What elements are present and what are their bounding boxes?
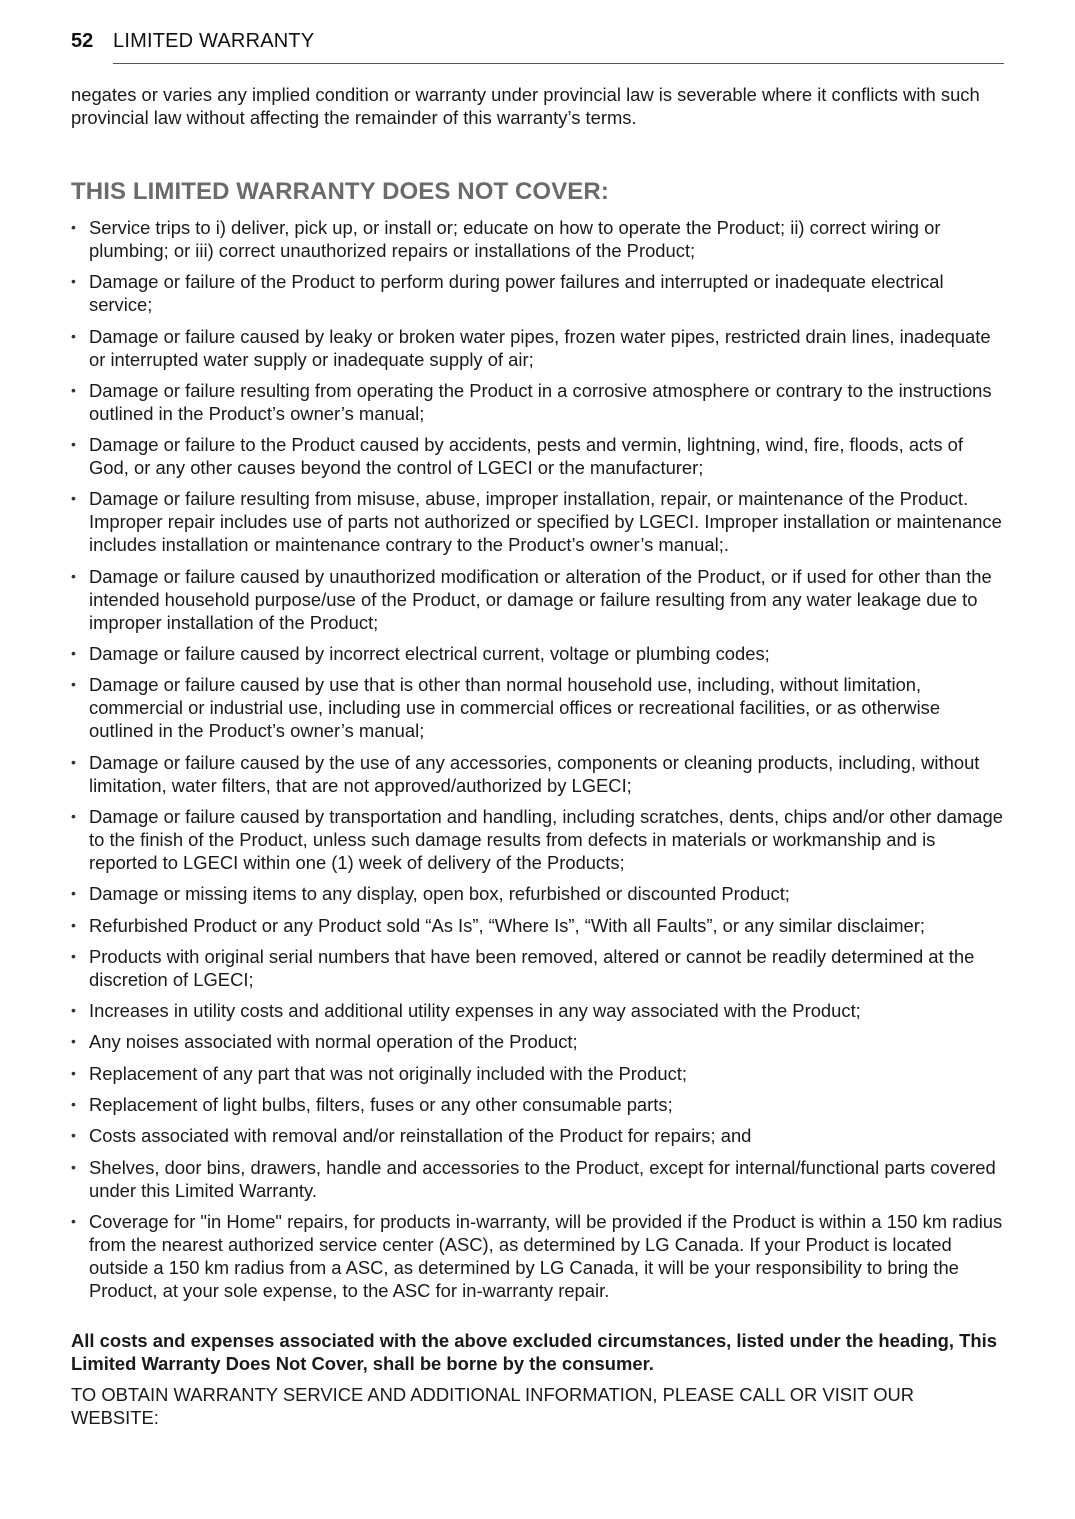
list-item bbox=[71, 325, 1004, 371]
intro-paragraph: negates or varies any implied condition or warranty under provincial law is severable where it conflicts with such provincial law without affecting the remainder of this warranty’s terms. bbox=[71, 84, 980, 128]
list-item-text: Replacement of any part that was not originally included with the Product; bbox=[89, 1062, 688, 1084]
list-item bbox=[71, 1210, 1004, 1302]
bullet-icon: • bbox=[71, 273, 76, 290]
list-item bbox=[71, 1030, 1004, 1053]
list-item bbox=[71, 882, 1004, 905]
header-divider bbox=[113, 63, 1004, 64]
list-item-text: Damage or failure caused by use that is other than normal household use, including, without limitation, commercial or industrial use, including use in commercial offices or recreational facilities, or as otherwise outlined in the Product’s owner’s manual; bbox=[89, 674, 941, 742]
bullet-icon: • bbox=[71, 676, 76, 693]
bullet-icon: • bbox=[71, 1158, 76, 1175]
list-item bbox=[71, 1124, 1004, 1147]
list-item bbox=[71, 751, 1004, 797]
list-item-text: Damage or failure caused by the use of any accessories, components or cleaning products, including, without limitation, water filters, that are not approved/authorized by LGECI; bbox=[89, 751, 980, 796]
list-item bbox=[71, 1093, 1004, 1116]
list-item-text: Coverage for "in Home" repairs, for products in-warranty, will be provided if the Product is within a 150 km radius from the nearest authorized service center (ASC), as determined by LG Canada. If your Product is located outside a 150 km radius from a ASC, as determined by LG Canada, it will be your responsibility to bring the Product, at your sole expense, to the ASC for in-warranty repair. bbox=[89, 1210, 1003, 1301]
list-item-text: Service trips to i) deliver, pick up, or install or; educate on how to operate the Product; ii) correct wiring or plumbing; or iii) correct unauthorized repairs or installations of the Product; bbox=[89, 217, 941, 261]
bullet-icon: • bbox=[71, 1096, 76, 1113]
running-header bbox=[71, 30, 1004, 66]
list-item-text: Shelves, door bins, drawers, handle and accessories to the Product, except for internal/functional parts covered under this Limited Warranty. bbox=[89, 1156, 996, 1201]
bullet-icon: • bbox=[71, 219, 76, 235]
list-item bbox=[71, 433, 1004, 479]
list-item-text: Refurbished Product or any Product sold “As Is”, “Where Is”, “With all Faults”, or any similar disclaimer; bbox=[89, 914, 926, 936]
list-item-text: Damage or failure of the Product to perform during power failures and interrupted or inadequate electrical service; bbox=[89, 271, 944, 316]
bullet-icon: • bbox=[71, 490, 76, 507]
list-item-text: Damage or failure caused by transportation and handling, including scratches, dents, chips and/or other damage to the finish of the Product, unless such damage results from defects in materials or workmanship and is reported to LGECI within one (1) week of delivery of the Products; bbox=[89, 805, 1003, 873]
bullet-icon: • bbox=[71, 1002, 76, 1019]
section-title: LIMITED WARRANTY bbox=[113, 30, 315, 52]
bullet-icon: • bbox=[71, 885, 76, 902]
list-item bbox=[71, 270, 1004, 316]
list-item bbox=[71, 673, 1004, 742]
list-item bbox=[71, 487, 1004, 556]
bullet-icon: • bbox=[71, 381, 76, 398]
list-item-text: Damage or failure caused by leaky or broken water pipes, frozen water pipes, restricted drain lines, inadequate or interrupted water supply or inadequate supply of air; bbox=[89, 325, 991, 370]
list-item bbox=[71, 642, 1004, 665]
list-item-text: Damage or failure resulting from operating the Product in a corrosive atmosphere or contrary to the instructions outlined in the Product’s owner’s manual; bbox=[89, 379, 992, 424]
bullet-icon: • bbox=[71, 753, 76, 770]
list-item bbox=[71, 805, 1004, 874]
list-item-text: Damage or failure caused by unauthorized modification or alteration of the Product, or if used for other than the intended household purpose/use of the Product, or damage or failure resulting from any water leakage due to improper installation of the Product; bbox=[89, 565, 992, 633]
closing-block bbox=[71, 1329, 1004, 1429]
exclusions-heading: THIS LIMITED WARRANTY DOES NOT COVER: bbox=[71, 178, 609, 205]
exclusions-list bbox=[71, 216, 1004, 1310]
bullet-icon: • bbox=[71, 947, 76, 964]
list-item-text: Costs associated with removal and/or reinstallation of the Product for repairs; and bbox=[89, 1125, 752, 1147]
list-item bbox=[71, 379, 1004, 425]
list-item-text: Any noises associated with normal operation of the Product; bbox=[89, 1031, 578, 1053]
list-item bbox=[71, 216, 1004, 262]
list-item-text: Products with original serial numbers that have been removed, altered or cannot be readily determined at the discretion of LGECI; bbox=[89, 945, 975, 990]
list-item-text: Replacement of light bulbs, filters, fuses or any other consumable parts; bbox=[89, 1094, 673, 1116]
list-item-text: Damage or failure resulting from misuse, abuse, improper installation, repair, or maintenance of the Product. Improper repair includes use of parts not authorized or specified by LGECI. Improper installation or maintenance includes installation or maintenance contrary to the Product’s owner’s manual;. bbox=[89, 488, 1002, 556]
list-item-text: Damage or failure to the Product caused by accidents, pests and vermin, lightning, wind, fire, floods, acts of God, or any other causes beyond the control of LGECI or the manufacturer; bbox=[89, 434, 964, 479]
consumer-cost-note: All costs and expenses associated with the above excluded circumstances, listed under the heading, This Limited Warranty Does Not Cover, shall be borne by the consumer. bbox=[71, 1330, 997, 1374]
bullet-icon: • bbox=[71, 567, 76, 584]
list-item bbox=[71, 1156, 1004, 1202]
bullet-icon: • bbox=[71, 436, 76, 453]
bullet-icon: • bbox=[71, 1033, 76, 1050]
page-number: 52 bbox=[71, 30, 94, 52]
list-item bbox=[71, 565, 1004, 634]
contact-instructions: TO OBTAIN WARRANTY SERVICE AND ADDITIONAL INFORMATION, PLEASE CALL OR VISIT OUR WEBSITE: bbox=[71, 1384, 915, 1428]
bullet-icon: • bbox=[71, 916, 76, 933]
list-item bbox=[71, 914, 1004, 937]
bullet-icon: • bbox=[71, 807, 76, 824]
bullet-icon: • bbox=[71, 327, 76, 344]
list-item-text: Damage or failure caused by incorrect electrical current, voltage or plumbing codes; bbox=[89, 643, 770, 665]
bullet-icon: • bbox=[71, 1064, 76, 1081]
list-item-text: Damage or missing items to any display, open box, refurbished or discounted Product; bbox=[89, 883, 790, 905]
list-item bbox=[71, 999, 1004, 1022]
bullet-icon: • bbox=[71, 645, 76, 662]
list-item-text: Increases in utility costs and additional utility expenses in any way associated with the Product; bbox=[89, 1000, 861, 1022]
list-item bbox=[71, 945, 1004, 991]
bullet-icon: • bbox=[71, 1212, 76, 1229]
bullet-icon: • bbox=[71, 1127, 76, 1144]
list-item bbox=[71, 1062, 1004, 1085]
